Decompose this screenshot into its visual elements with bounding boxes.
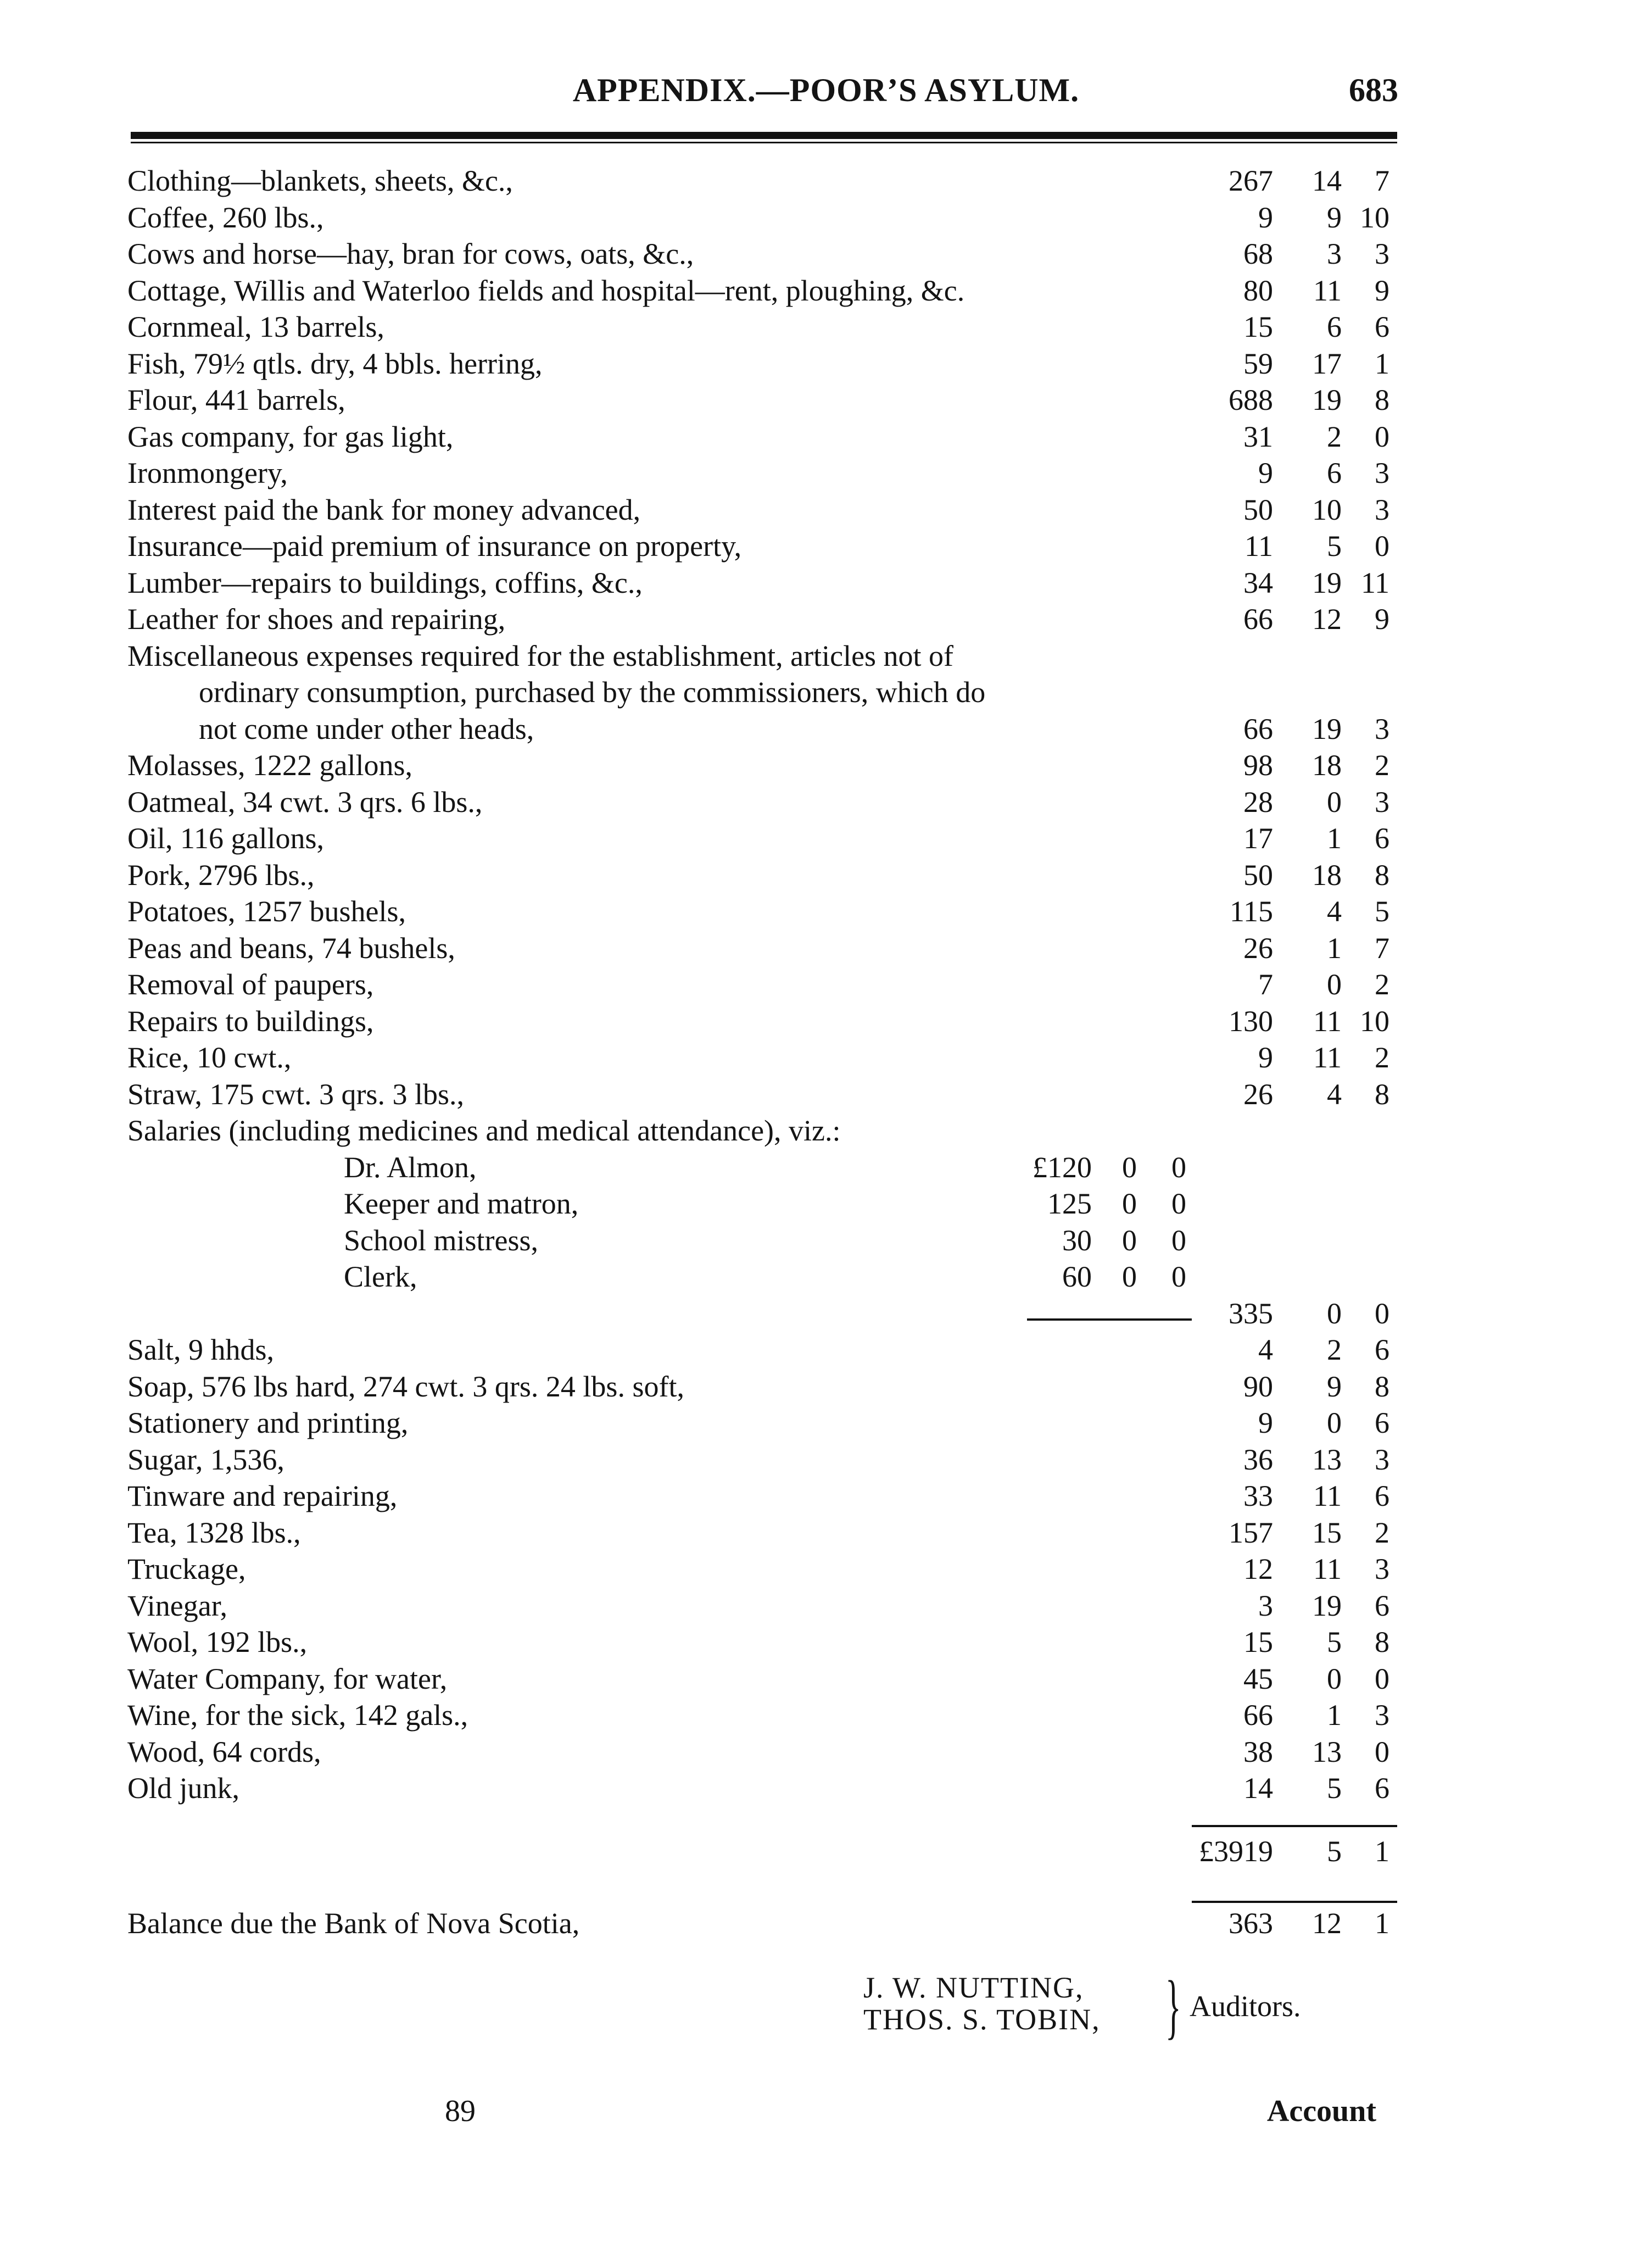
amount-pounds: 12 [1243, 1552, 1273, 1585]
item-description: Repairs to buildings, [127, 1004, 374, 1038]
amount-pounds: 7 [1258, 968, 1273, 1001]
amount-shillings: 19 [1312, 712, 1342, 745]
table-row [0, 1624, 1652, 1661]
salary-name: Keeper and matron, [344, 1187, 579, 1220]
amount-pence: 1 [1375, 347, 1389, 380]
table-row [0, 382, 1652, 419]
amount-pounds: 50 [1243, 858, 1273, 892]
amount-pounds: 66 [1243, 603, 1273, 636]
table-row [0, 1588, 1652, 1624]
amount-shillings: 0 [1327, 968, 1342, 1001]
table-row [0, 674, 1652, 711]
amount-pence: 10 [1360, 1004, 1389, 1038]
table-row [0, 346, 1652, 382]
amount-shillings: 2 [1327, 420, 1342, 453]
item-description: Leather for shoes and repairing, [127, 603, 506, 636]
amount-pounds: 28 [1243, 785, 1273, 819]
salary-row [0, 1259, 1652, 1295]
item-description: Cornmeal, 13 barrels, [127, 310, 384, 343]
amount-pounds: 15 [1243, 1626, 1273, 1658]
auditors-label: Auditors. [1190, 1990, 1301, 2023]
page-number: 683 [1349, 72, 1398, 108]
amount-pounds: 4 [1258, 1333, 1273, 1366]
salary-row [0, 1149, 1652, 1186]
item-description: Wool, 192 lbs., [127, 1626, 308, 1658]
amount-pence: 0 [1375, 1296, 1389, 1330]
amount-pence: 3 [1375, 457, 1389, 489]
salary-pounds: 60 [1062, 1260, 1092, 1293]
item-description: Soap, 576 lbs hard, 274 cwt. 3 qrs. 24 lbs. soft, [127, 1370, 684, 1403]
amount-pence: 8 [1375, 383, 1389, 416]
amount-pence: 6 [1375, 310, 1389, 343]
item-description: Pork, 2796 lbs., [127, 858, 315, 892]
auditor-name-2: THOS. S. TOBIN, [863, 2003, 1101, 2036]
amount-pounds: 157 [1229, 1516, 1273, 1549]
item-description: Sugar, 1,536, [127, 1443, 284, 1476]
amount-pounds: 38 [1243, 1735, 1273, 1768]
amount-shillings: 18 [1312, 858, 1342, 892]
amount-shillings: 11 [1313, 1004, 1342, 1038]
table-row [0, 638, 1652, 675]
item-description: Cottage, Willis and Waterloo fields and hospital—rent, ploughing, &c. [127, 274, 965, 307]
table-row [0, 1661, 1652, 1697]
amount-shillings: 19 [1312, 383, 1342, 416]
table-row [0, 1441, 1652, 1478]
amount-pounds: 9 [1258, 457, 1273, 489]
amount-pounds: 9 [1258, 1406, 1273, 1439]
amount-shillings: 9 [1327, 201, 1342, 234]
item-description: Vinegar, [127, 1589, 228, 1622]
table-row [0, 1770, 1652, 1807]
amount-pence: 0 [1375, 1662, 1389, 1695]
item-description: ordinary consumption, purchased by the commissioners, which do [199, 676, 986, 709]
item-description: Stationery and printing, [127, 1406, 409, 1439]
salaries-heading-row [0, 1112, 1652, 1149]
item-description: Cows and horse—hay, bran for cows, oats, &c., [127, 237, 694, 270]
table-row [0, 820, 1652, 857]
amount-pence: 2 [1375, 1516, 1389, 1549]
amount-pounds: 15 [1243, 310, 1273, 343]
table-row [0, 601, 1652, 638]
table-row [0, 893, 1652, 930]
item-description: Oatmeal, 34 cwt. 3 qrs. 6 lbs., [127, 785, 483, 819]
salary-shillings: 0 [1122, 1260, 1137, 1293]
salary-shillings: 0 [1122, 1223, 1137, 1257]
item-description: Peas and beans, 74 bushels, [127, 931, 455, 965]
salary-name: Dr. Almon, [344, 1150, 477, 1184]
total-pence: 1 [1375, 1835, 1389, 1868]
amount-shillings: 14 [1312, 164, 1342, 197]
item-description: Wine, for the sick, 142 gals., [127, 1699, 468, 1732]
table-row [0, 857, 1652, 894]
amount-shillings: 18 [1312, 749, 1342, 782]
amount-shillings: 19 [1312, 1589, 1342, 1622]
table-row [0, 1368, 1652, 1405]
item-description: Gas company, for gas light, [127, 420, 454, 453]
amount-pounds: 26 [1243, 931, 1273, 965]
amount-pounds: 66 [1243, 1699, 1273, 1732]
salary-shillings: 0 [1122, 1187, 1137, 1220]
item-description: Salt, 9 hhds, [127, 1333, 275, 1366]
amount-pence: 3 [1375, 1443, 1389, 1476]
item-description: Miscellaneous expenses required for the establishment, articles not of [127, 639, 954, 672]
item-description: Interest paid the bank for money advanced, [127, 493, 641, 526]
table-row [0, 1515, 1652, 1551]
item-description: Insurance—paid premium of insurance on property, [127, 530, 742, 563]
header-rule-thick [131, 132, 1397, 139]
table-row [0, 1478, 1652, 1515]
signature-number: 89 [445, 2094, 476, 2128]
table-row [0, 163, 1652, 199]
salaries-sum-rule [1027, 1318, 1192, 1321]
balance-shillings: 12 [1312, 1907, 1342, 1940]
amount-shillings: 4 [1327, 1077, 1342, 1111]
amount-pence: 3 [1375, 1699, 1389, 1732]
amount-pence: 6 [1375, 1406, 1389, 1439]
table-row [0, 747, 1652, 784]
salary-pounds: 125 [1047, 1187, 1092, 1220]
table-row [0, 272, 1652, 309]
amount-shillings: 11 [1313, 1479, 1342, 1512]
amount-pounds: 33 [1243, 1479, 1273, 1512]
item-description: Clothing—blankets, sheets, &c., [127, 164, 513, 197]
salary-row [0, 1222, 1652, 1259]
table-row [0, 236, 1652, 272]
auditor-name-1: J. W. NUTTING, [863, 1971, 1084, 2004]
item-description: Water Company, for water, [127, 1662, 448, 1695]
salary-row [0, 1185, 1652, 1222]
table-row [0, 930, 1652, 967]
amount-shillings: 1 [1327, 822, 1342, 855]
amount-shillings: 13 [1312, 1443, 1342, 1476]
amount-pence: 7 [1375, 931, 1389, 965]
item-description: Ironmongery, [127, 457, 288, 489]
amount-shillings: 0 [1327, 785, 1342, 819]
amount-pence: 2 [1375, 1041, 1389, 1074]
amount-shillings: 19 [1312, 566, 1342, 599]
item-description: Coffee, 260 lbs., [127, 201, 324, 234]
amount-pence: 9 [1375, 274, 1389, 307]
amount-shillings: 17 [1312, 347, 1342, 380]
amount-shillings: 13 [1312, 1735, 1342, 1768]
salary-name: School mistress, [344, 1223, 539, 1257]
amount-pounds: 80 [1243, 274, 1273, 307]
table-row [0, 966, 1652, 1003]
table-row [0, 455, 1652, 492]
amount-pounds: 68 [1243, 237, 1273, 270]
table-row [0, 419, 1652, 455]
amount-pounds: 267 [1229, 164, 1273, 197]
item-description: Oil, 116 gallons, [127, 822, 324, 855]
balance-pounds: 363 [1229, 1907, 1273, 1940]
amount-pence: 11 [1361, 566, 1389, 599]
header-rule-thin [131, 142, 1397, 143]
amount-shillings: 9 [1327, 1370, 1342, 1403]
total-rule-bottom [1192, 1901, 1397, 1903]
amount-pence: 3 [1375, 1552, 1389, 1585]
item-description: Straw, 175 cwt. 3 qrs. 3 lbs., [127, 1077, 464, 1111]
item-description: Rice, 10 cwt., [127, 1041, 292, 1074]
balance-pence: 1 [1375, 1907, 1389, 1940]
amount-pounds: 3 [1258, 1589, 1273, 1622]
table-row [0, 1076, 1652, 1113]
total-pounds: £3919 [1199, 1835, 1273, 1868]
amount-pounds: 130 [1229, 1004, 1273, 1038]
salaries-total-row [0, 1295, 1652, 1332]
amount-shillings: 10 [1312, 493, 1342, 526]
amount-pence: 3 [1375, 237, 1389, 270]
amount-pounds: 14 [1243, 1772, 1273, 1805]
amount-pounds: 36 [1243, 1443, 1273, 1476]
salary-pence: 0 [1171, 1223, 1186, 1257]
amount-pounds: 9 [1258, 1041, 1273, 1074]
salary-pence: 0 [1171, 1187, 1186, 1220]
table-row [0, 1551, 1652, 1588]
salary-pence: 0 [1171, 1150, 1186, 1184]
item-description: Truckage, [127, 1552, 246, 1585]
salary-name: Clerk, [344, 1260, 417, 1293]
amount-shillings: 5 [1327, 1772, 1342, 1805]
amount-shillings: 1 [1327, 1699, 1342, 1732]
table-row [0, 784, 1652, 821]
catchword: Account [1266, 2094, 1376, 2128]
table-row [0, 565, 1652, 602]
amount-pence: 0 [1375, 420, 1389, 453]
item-description: Removal of paupers, [127, 968, 374, 1001]
amount-pence: 7 [1375, 164, 1389, 197]
amount-pounds: 59 [1243, 347, 1273, 380]
amount-pence: 0 [1375, 1735, 1389, 1768]
item-description: Fish, 79½ qtls. dry, 4 bbls. herring, [127, 347, 543, 380]
amount-shillings: 1 [1327, 931, 1342, 965]
brace-glyph: } [1165, 1966, 1181, 2046]
amount-shillings: 11 [1313, 1041, 1342, 1074]
amount-pence: 3 [1375, 785, 1389, 819]
item-description: Lumber—repairs to buildings, coffins, &c., [127, 566, 643, 599]
table-row [0, 1697, 1652, 1734]
table-row [0, 1003, 1652, 1040]
table-row [0, 711, 1652, 748]
amount-pounds: 17 [1243, 822, 1273, 855]
amount-pence: 6 [1375, 822, 1389, 855]
amount-pence: 8 [1375, 1370, 1389, 1403]
table-row [0, 199, 1652, 236]
table-row [0, 528, 1652, 565]
salary-pounds: 30 [1062, 1223, 1092, 1257]
amount-pounds: 9 [1258, 201, 1273, 234]
amount-pounds: 66 [1243, 712, 1273, 745]
amount-pence: 5 [1375, 895, 1389, 928]
amount-pence: 6 [1375, 1479, 1389, 1512]
amount-shillings: 15 [1312, 1516, 1342, 1549]
table-row [0, 309, 1652, 346]
amount-shillings: 12 [1312, 603, 1342, 636]
account-table [0, 163, 1652, 1807]
amount-pence: 9 [1375, 603, 1389, 636]
amount-pounds: 115 [1230, 895, 1273, 928]
amount-pounds: 50 [1243, 493, 1273, 526]
salary-pounds: £120 [1032, 1150, 1092, 1184]
running-head: APPENDIX.—POOR’S ASYLUM. [572, 72, 1080, 108]
amount-shillings: 6 [1327, 457, 1342, 489]
amount-pence: 3 [1375, 493, 1389, 526]
amount-pounds: 335 [1229, 1296, 1273, 1330]
salary-shillings: 0 [1122, 1150, 1137, 1184]
amount-pence: 8 [1375, 858, 1389, 892]
item-description: Tinware and repairing, [127, 1479, 398, 1512]
amount-shillings: 6 [1327, 310, 1342, 343]
amount-shillings: 4 [1327, 895, 1342, 928]
table-row [0, 1734, 1652, 1771]
item-description: Potatoes, 1257 bushels, [127, 895, 406, 928]
amount-pounds: 34 [1243, 566, 1273, 599]
amount-shillings: 0 [1327, 1296, 1342, 1330]
total-rule-top [1192, 1825, 1397, 1827]
amount-pence: 6 [1375, 1589, 1389, 1622]
table-row [0, 1039, 1652, 1076]
amount-pence: 6 [1375, 1333, 1389, 1366]
amount-pence: 2 [1375, 749, 1389, 782]
amount-shillings: 0 [1327, 1406, 1342, 1439]
amount-pounds: 31 [1243, 420, 1273, 453]
table-row [0, 1332, 1652, 1368]
amount-pence: 2 [1375, 968, 1389, 1001]
amount-pounds: 26 [1243, 1077, 1273, 1111]
item-description: not come under other heads, [199, 712, 534, 745]
amount-shillings: 0 [1327, 1662, 1342, 1695]
amount-shillings: 3 [1327, 237, 1342, 270]
amount-shillings: 2 [1327, 1333, 1342, 1366]
balance-description: Balance due the Bank of Nova Scotia, [127, 1907, 580, 1940]
item-description: Tea, 1328 lbs., [127, 1516, 301, 1549]
amount-pounds: 90 [1243, 1370, 1273, 1403]
salary-pence: 0 [1171, 1260, 1186, 1293]
amount-shillings: 11 [1313, 1552, 1342, 1585]
amount-pounds: 45 [1243, 1662, 1273, 1695]
amount-pounds: 688 [1229, 383, 1273, 416]
amount-shillings: 11 [1313, 274, 1342, 307]
amount-pence: 10 [1360, 201, 1389, 234]
item-description: Old junk, [127, 1772, 240, 1805]
amount-shillings: 5 [1327, 1626, 1342, 1658]
amount-pence: 6 [1375, 1772, 1389, 1805]
amount-pounds: 98 [1243, 749, 1273, 782]
table-row [0, 492, 1652, 528]
amount-pence: 8 [1375, 1626, 1389, 1658]
amount-shillings: 5 [1327, 530, 1342, 563]
amount-pounds: 11 [1244, 530, 1273, 563]
amount-pence: 8 [1375, 1077, 1389, 1111]
item-description: Wood, 64 cords, [127, 1735, 321, 1768]
table-row [0, 1405, 1652, 1441]
total-shillings: 5 [1327, 1835, 1342, 1868]
item-description: Molasses, 1222 gallons, [127, 749, 412, 782]
salaries-heading: Salaries (including medicines and medical attendance), viz.: [127, 1114, 841, 1147]
amount-pence: 3 [1375, 712, 1389, 745]
item-description: Flour, 441 barrels, [127, 383, 345, 416]
amount-pence: 0 [1375, 530, 1389, 563]
